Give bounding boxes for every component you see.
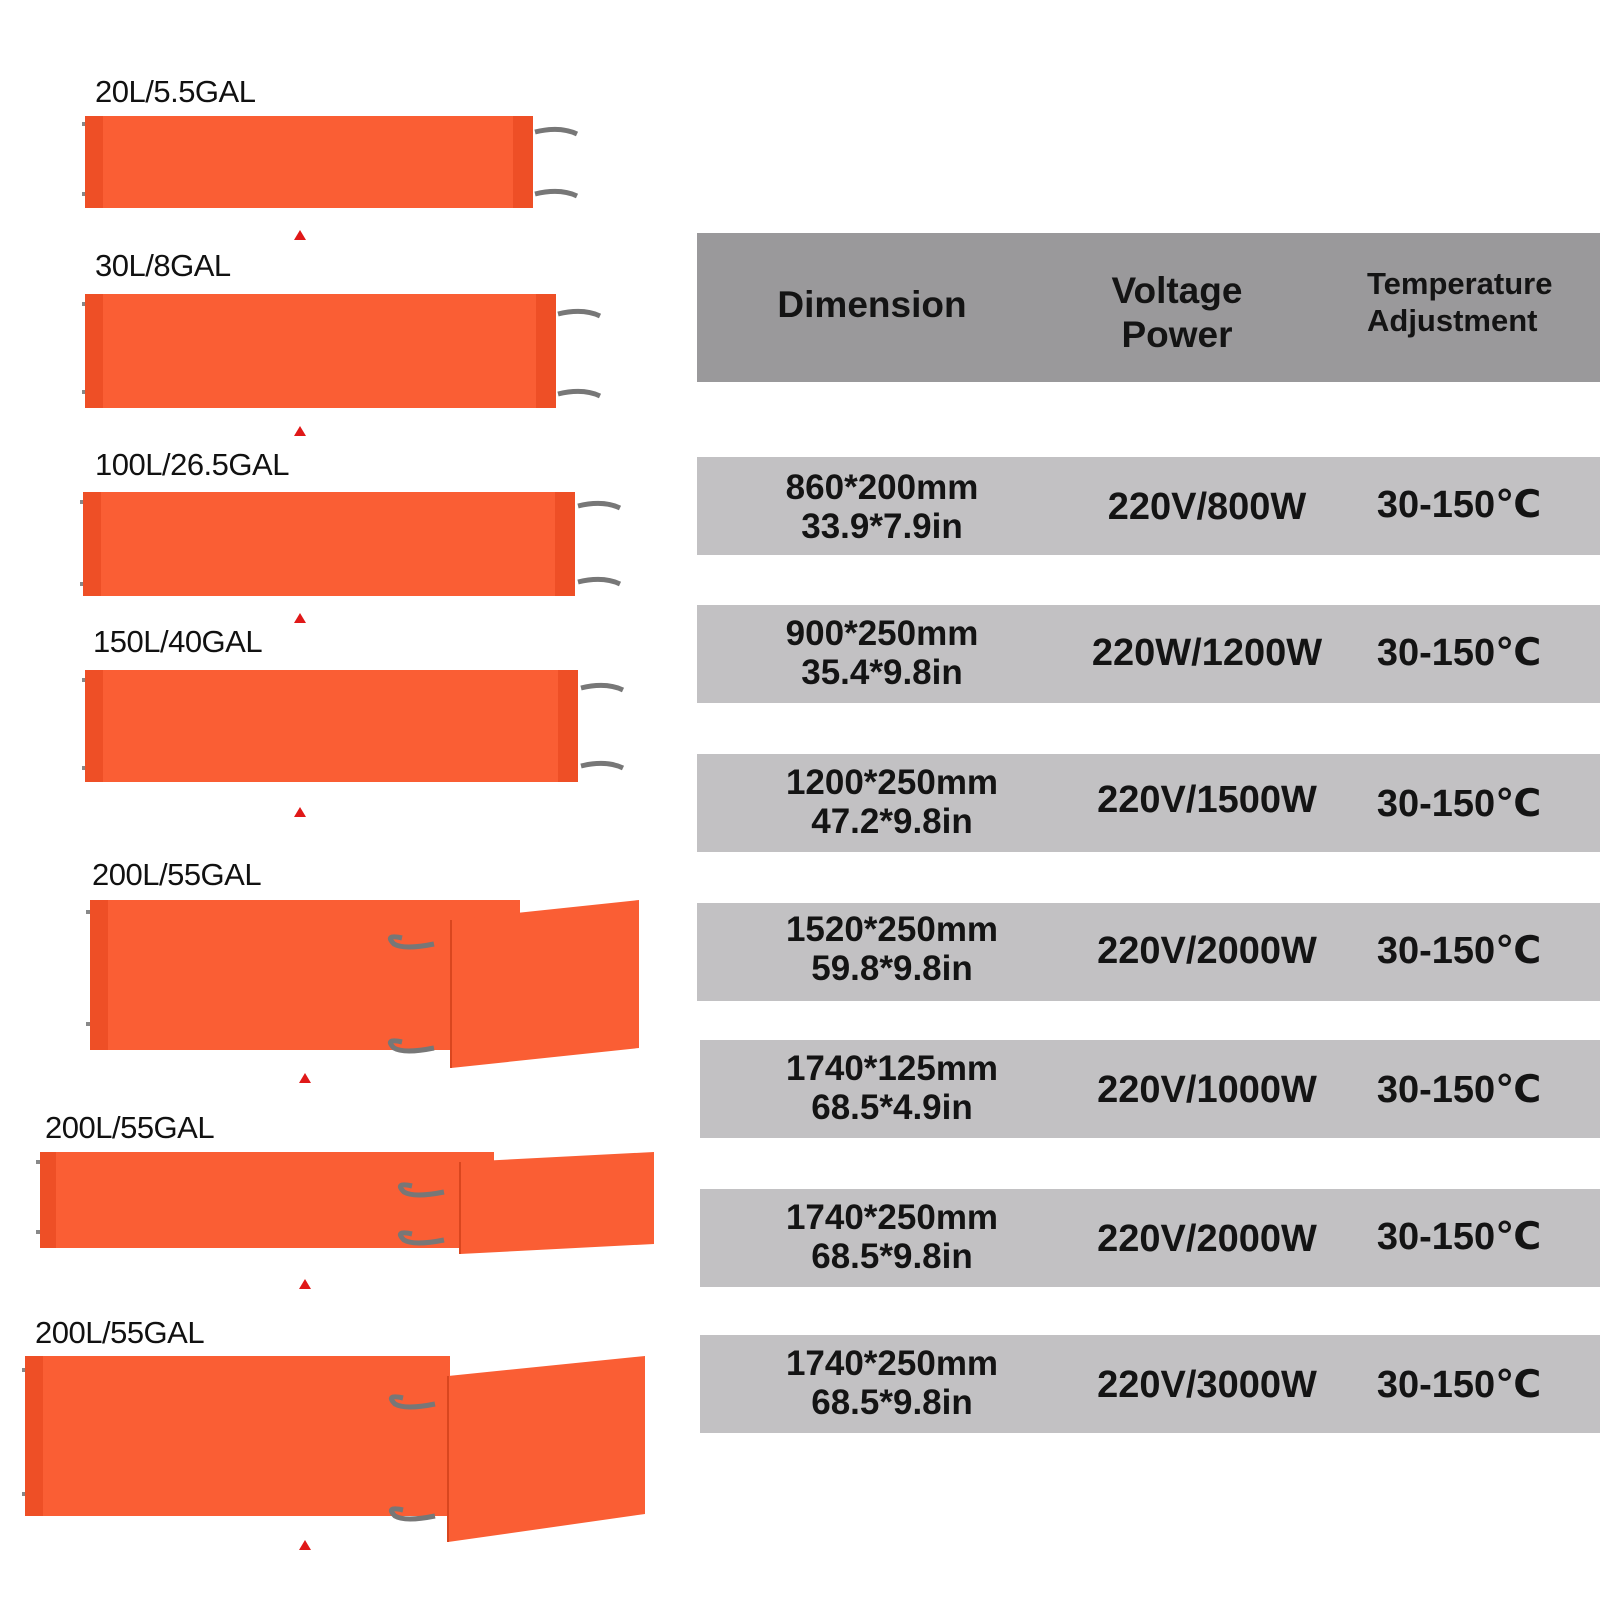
table-row bbox=[700, 1040, 1600, 1138]
cell-dimension bbox=[757, 764, 1027, 841]
cell-power: 220V/2000W bbox=[1097, 930, 1317, 972]
band-heater-image-2 bbox=[80, 292, 620, 412]
cell-dim-in: 68.5*9.8in bbox=[811, 1236, 973, 1276]
header-voltage-line1: Voltage bbox=[1111, 270, 1243, 311]
cell-dim-mm: 900*250mm bbox=[785, 614, 979, 653]
header-temp-line1: Temperature bbox=[1367, 266, 1553, 301]
table-row bbox=[700, 1189, 1600, 1287]
cell-dim-mm: 1740*250mm bbox=[785, 1198, 999, 1237]
cell-temperature: 30-150℃ bbox=[1376, 930, 1542, 972]
cell-dim-mm: 1740*250mm bbox=[785, 1344, 999, 1383]
cell-dim-mm: 1520*250mm bbox=[785, 910, 999, 949]
band-label-5: 200L/55GAL bbox=[92, 857, 262, 892]
cell-dim-mm: 860*200mm bbox=[785, 468, 979, 507]
band-heater-image-4 bbox=[80, 668, 640, 786]
cell-temperature: 30-150℃ bbox=[1376, 484, 1542, 526]
header-temperature bbox=[1367, 265, 1577, 339]
cell-dim-in: 68.5*9.8in bbox=[811, 1382, 973, 1422]
cell-power: 220W/1200W bbox=[1091, 632, 1323, 674]
table-row bbox=[697, 457, 1600, 555]
cell-power: 220V/800W bbox=[1107, 486, 1307, 528]
table-row bbox=[697, 605, 1600, 703]
band-heater-image-6 bbox=[34, 1148, 664, 1258]
marker-triangle-5 bbox=[299, 1073, 311, 1083]
header-voltage-line2: Power bbox=[1121, 314, 1233, 356]
cell-temperature: 30-150℃ bbox=[1376, 1069, 1542, 1111]
header-temp-line2: Adjustment bbox=[1367, 303, 1538, 339]
band-label-7: 200L/55GAL bbox=[35, 1315, 205, 1350]
table-row bbox=[700, 1335, 1600, 1433]
band-label-4: 150L/40GAL bbox=[93, 624, 263, 659]
cell-dim-mm: 1200*250mm bbox=[785, 763, 999, 802]
band-label-1: 20L/5.5GAL bbox=[95, 74, 256, 109]
cell-dimension bbox=[757, 615, 1007, 692]
header-voltage-power bbox=[1067, 269, 1287, 358]
marker-triangle-3 bbox=[294, 613, 306, 623]
table-row bbox=[697, 754, 1600, 852]
marker-triangle-4 bbox=[294, 807, 306, 817]
band-heater-image-5 bbox=[84, 896, 644, 1071]
header-dimension: Dimension bbox=[777, 284, 967, 325]
table-header bbox=[697, 233, 1600, 382]
cell-power: 220V/1500W bbox=[1097, 779, 1317, 821]
cell-dim-in: 35.4*9.8in bbox=[801, 652, 963, 692]
band-heater-image-7 bbox=[20, 1352, 660, 1547]
band-heater-image-3 bbox=[78, 490, 638, 600]
cell-dimension bbox=[757, 911, 1027, 988]
cell-dimension bbox=[757, 1050, 1027, 1127]
cell-dim-in: 33.9*7.9in bbox=[801, 506, 963, 546]
cell-dimension bbox=[757, 469, 1007, 546]
cell-dim-mm: 1740*125mm bbox=[785, 1049, 999, 1088]
cell-temperature: 30-150℃ bbox=[1376, 1216, 1542, 1258]
band-label-2: 30L/8GAL bbox=[95, 248, 231, 283]
marker-triangle-2 bbox=[294, 426, 306, 436]
cell-dimension bbox=[757, 1345, 1027, 1422]
cell-temperature: 30-150℃ bbox=[1376, 632, 1542, 674]
band-label-3: 100L/26.5GAL bbox=[95, 447, 289, 482]
marker-triangle-1 bbox=[294, 230, 306, 240]
cell-temperature: 30-150℃ bbox=[1376, 1364, 1542, 1406]
cell-dim-in: 68.5*4.9in bbox=[811, 1087, 973, 1127]
cell-power: 220V/3000W bbox=[1097, 1364, 1317, 1406]
band-label-6: 200L/55GAL bbox=[45, 1110, 215, 1145]
cell-dimension bbox=[757, 1199, 1027, 1276]
marker-triangle-6 bbox=[299, 1279, 311, 1289]
cell-power: 220V/2000W bbox=[1097, 1218, 1317, 1260]
cell-temperature: 30-150℃ bbox=[1376, 783, 1542, 825]
table-row bbox=[697, 903, 1600, 1001]
cell-dim-in: 47.2*9.8in bbox=[811, 801, 973, 841]
band-heater-image-1 bbox=[80, 112, 600, 212]
marker-triangle-7 bbox=[299, 1540, 311, 1550]
cell-power: 220V/1000W bbox=[1097, 1069, 1317, 1111]
cell-dim-in: 59.8*9.8in bbox=[811, 948, 973, 988]
